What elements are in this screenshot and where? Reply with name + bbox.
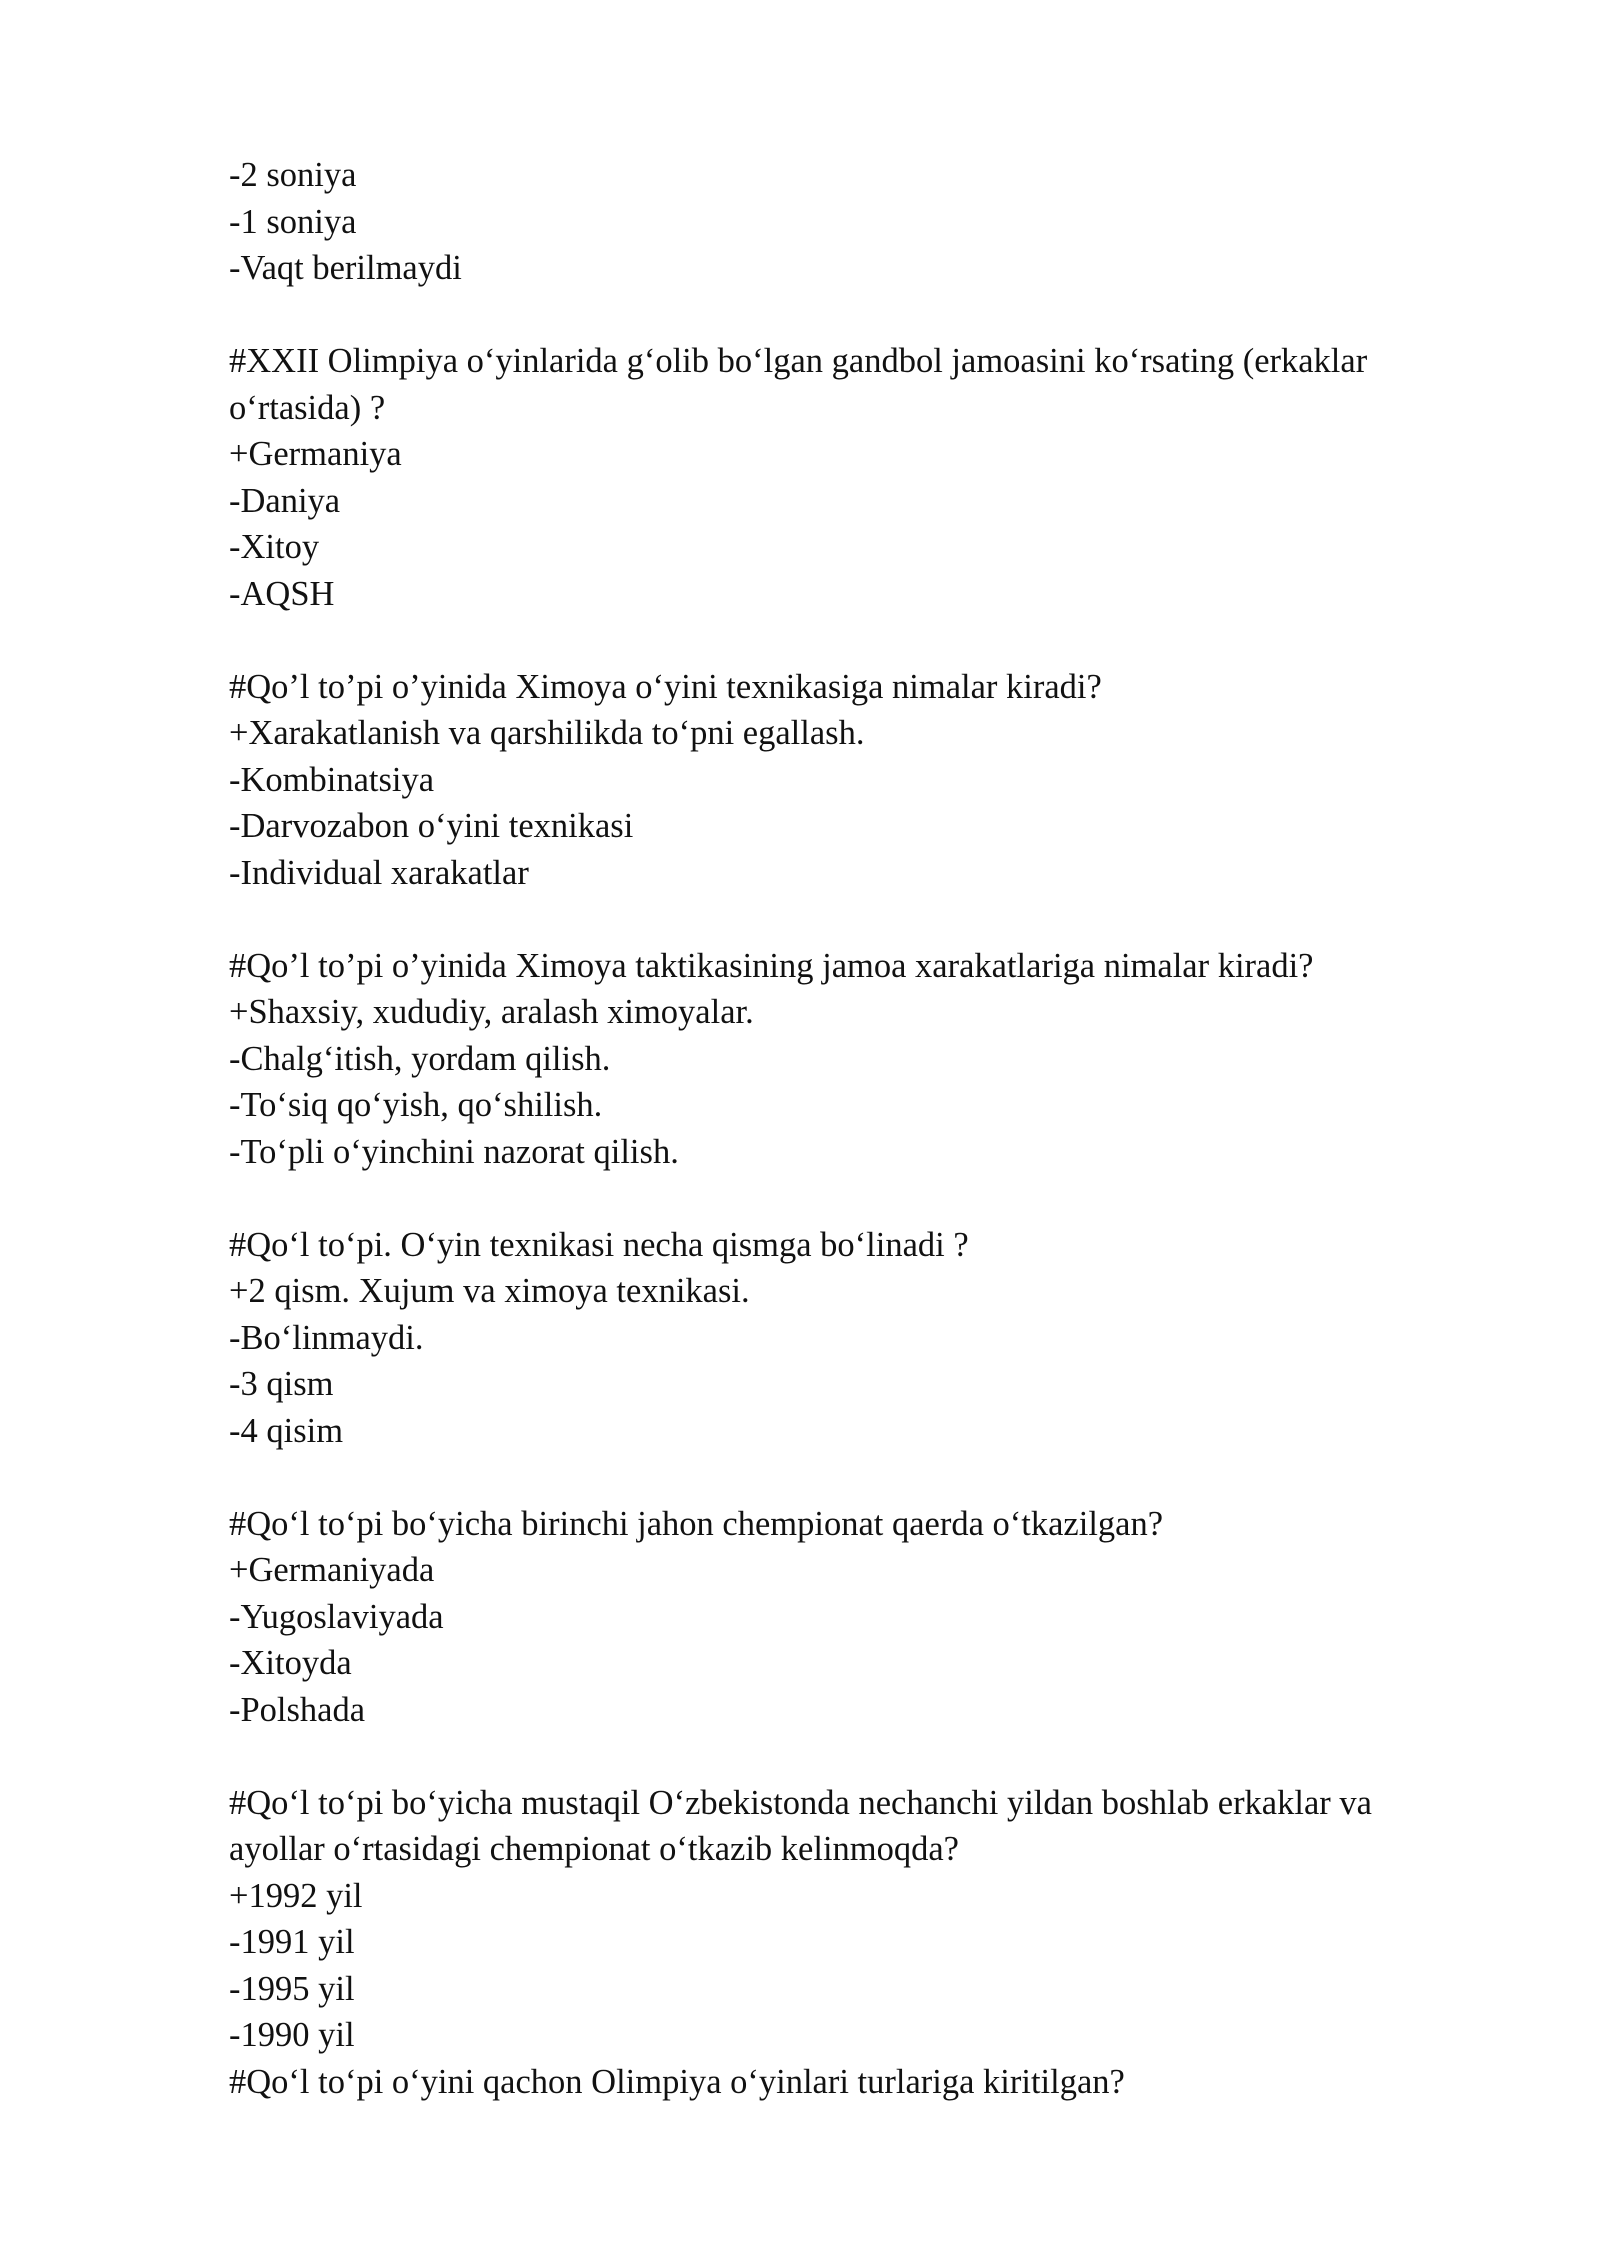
answer-option: -To‘pli o‘yinchini nazorat qilish. [229, 1132, 679, 1171]
question-text: #Qo’l to’pi o’yinida Ximoya o‘yini texnikasiga nimalar kiradi? [229, 667, 1102, 706]
question-text-continued: ayollar o‘rtasidagi chempionat o‘tkazib kelinmoqda? [229, 1830, 959, 1868]
answer-option: +Shaxsiy, xududiy, aralash ximoyalar. [229, 993, 754, 1031]
document-body [229, 152, 1489, 2105]
answer-option: -1 soniya [229, 202, 357, 241]
answer-option: -4 qisim [229, 1411, 344, 1450]
answer-option: -Yugoslaviyada [229, 1597, 444, 1636]
answer-option: -1991 yil [229, 1923, 355, 1961]
question-text: #Qo‘l to‘pi bo‘yicha mustaqil O‘zbekistonda nechanchi yildan boshlab erkaklar va [229, 1783, 1372, 1822]
answer-option: +Xarakatlanish va qarshilikda to‘pni egallash. [229, 714, 865, 752]
question-text: #Qo‘l to‘pi. O‘yin texnikasi necha qismga bo‘linadi ? [229, 1225, 969, 1264]
paragraph-gap [229, 1733, 1489, 1780]
answer-option: -Daniya [229, 481, 341, 520]
paragraph-gap [229, 1175, 1489, 1222]
paragraph-gap [229, 896, 1489, 943]
question-text: #Qo‘l to‘pi bo‘yicha birinchi jahon chempionat qaerda o‘tkazilgan? [229, 1504, 1164, 1543]
answer-option: -Xitoy [229, 528, 320, 566]
answer-option: -2 soniya [229, 156, 357, 194]
answer-option: +2 qism. Xujum va ximoya texnikasi. [229, 1272, 750, 1310]
answer-option: -Bo‘linmaydi. [229, 1318, 424, 1357]
paragraph-gap [229, 617, 1489, 664]
answer-option: -1990 yil [229, 2016, 355, 2054]
answer-option: +1992 yil [229, 1876, 363, 1915]
paragraph-gap [229, 292, 1489, 339]
answer-option: -1995 yil [229, 1969, 355, 2008]
answer-option: -To‘siq qo‘yish, qo‘shilish. [229, 1086, 603, 1124]
question-text: #Qo’l to’pi o’yinida Ximoya taktikasining jamoa xarakatlariga nimalar kiradi? [229, 946, 1314, 985]
answer-option: +Germaniya [229, 435, 402, 473]
answer-option: -Xitoyda [229, 1644, 352, 1682]
paragraph-gap [229, 1454, 1489, 1501]
answer-option: -Chalg‘itish, yordam qilish. [229, 1039, 611, 1078]
answer-option: -AQSH [229, 574, 335, 613]
question-text: #Qo‘l to‘pi o‘yini qachon Olimpiya o‘yinlari turlariga kiritilgan? [229, 2062, 1125, 2101]
answer-option: -Darvozabon o‘yini texnikasi [229, 807, 634, 845]
answer-option: -Individual xarakatlar [229, 853, 529, 892]
answer-option: -3 qism [229, 1365, 334, 1403]
question-text: #XXII Olimpiya o‘yinlarida g‘olib bo‘lgan gandbol jamoasini ko‘rsating (erkaklar o‘rtasida) ? [229, 342, 1368, 427]
answer-option: -Vaqt berilmaydi [229, 249, 462, 287]
answer-option: -Kombinatsiya [229, 760, 435, 799]
answer-option: +Germaniyada [229, 1551, 435, 1589]
answer-option: -Polshada [229, 1690, 366, 1729]
